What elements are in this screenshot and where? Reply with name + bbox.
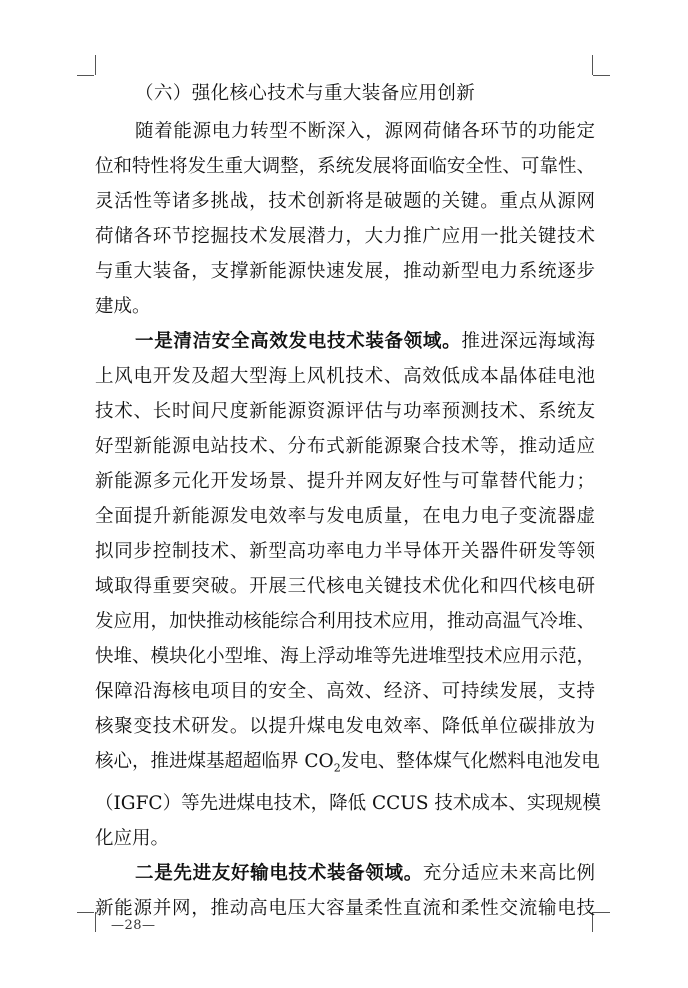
text-line: 灵活性等诸多挑战，技术创新将是破题的关键。重点从源网 <box>95 191 595 212</box>
text-line: 技术、长时间尺度新能源资源评估与功率预测技术、系统友 <box>95 401 595 422</box>
document-body <box>95 80 601 926</box>
crop-mark-top-left-h <box>77 75 94 76</box>
text-line: 新能源多元化开发场景、提升并网友好性与可靠替代能力； <box>95 471 595 492</box>
section1-paragraph <box>95 324 601 856</box>
text-line: 全面提升新能源发电效率与发电质量，在电力电子变流器虚 <box>95 506 595 527</box>
text-line <box>95 856 595 891</box>
section2-first-text: 充分适应未来高比例 <box>422 862 595 884</box>
co2-line-after: 发电、整体煤气化燃料电池发电 <box>340 751 600 772</box>
page-number: —28— <box>111 918 156 933</box>
text-line: 荷储各环节挖掘技术发展潜力，大力推广应用一批关键技术 <box>95 226 595 247</box>
text-line: 拟同步控制技术、新型高功率电力半导体开关器件研发等领 <box>95 541 595 562</box>
crop-mark-bottom-right-h <box>593 912 610 913</box>
text-line <box>95 324 595 359</box>
text-line: 上风电开发及超大型海上风机技术、高效低成本晶体硅电池 <box>95 366 595 387</box>
co2-subscript: 2 <box>333 761 341 775</box>
text-line: 快堆、模块化小型堆、海上浮动堆等先进堆型技术应用示范， <box>95 646 595 667</box>
text-line: 新能源并网，推动高电压大容量柔性直流和柔性交流输电技 <box>95 897 595 919</box>
crop-mark-top-right-h <box>593 75 610 76</box>
crop-mark-top-left-v <box>95 55 96 75</box>
section2-title: 二是先进友好输电技术装备领域。 <box>135 862 423 884</box>
text-line: 域取得重要突破。开展三代核电关键技术优化和四代核电研 <box>95 576 595 597</box>
text-line: 化应用。 <box>95 827 170 849</box>
section1-first-text: 推进深远海域海 <box>461 331 595 352</box>
intro-paragraph <box>95 114 595 324</box>
co2-line-before: 核心，推进煤基超超临界 CO <box>95 751 334 772</box>
text-line: 与重大装备，支撑新能源快速发展，推动新型电力系统逐步 <box>95 261 595 282</box>
section2-paragraph <box>95 856 595 926</box>
text-line: 核聚变技术研发。以提升煤电发电效率、降低单位碳排放为 <box>95 716 595 737</box>
section-heading: （六）强化核心技术与重大装备应用创新 <box>135 83 476 104</box>
section1-title: 一是清洁安全高效发电技术装备领域。 <box>135 331 462 352</box>
text-line: 建成。 <box>95 296 151 317</box>
text-line: 发应用，加快推动核能综合利用技术应用，推动高温气冷堆、 <box>95 611 595 632</box>
text-line: （IGFC）等先进煤电技术，降低 CCUS 技术成本、实现规模 <box>95 792 601 814</box>
text-line: 好型新能源电站技术、分布式新能源聚合技术等，推动适应 <box>95 436 595 457</box>
crop-mark-top-right-v <box>592 55 593 75</box>
text-line: 位和特性将发生重大调整，系统发展将面临安全性、可靠性、 <box>95 156 595 177</box>
crop-mark-bottom-left-h <box>77 912 94 913</box>
text-line <box>95 744 600 786</box>
text-line: 保障沿海核电项目的安全、高效、经济、可持续发展，支持 <box>95 681 595 702</box>
text-line: 随着能源电力转型不断深入，源网荷储各环节的功能定 <box>135 121 595 142</box>
